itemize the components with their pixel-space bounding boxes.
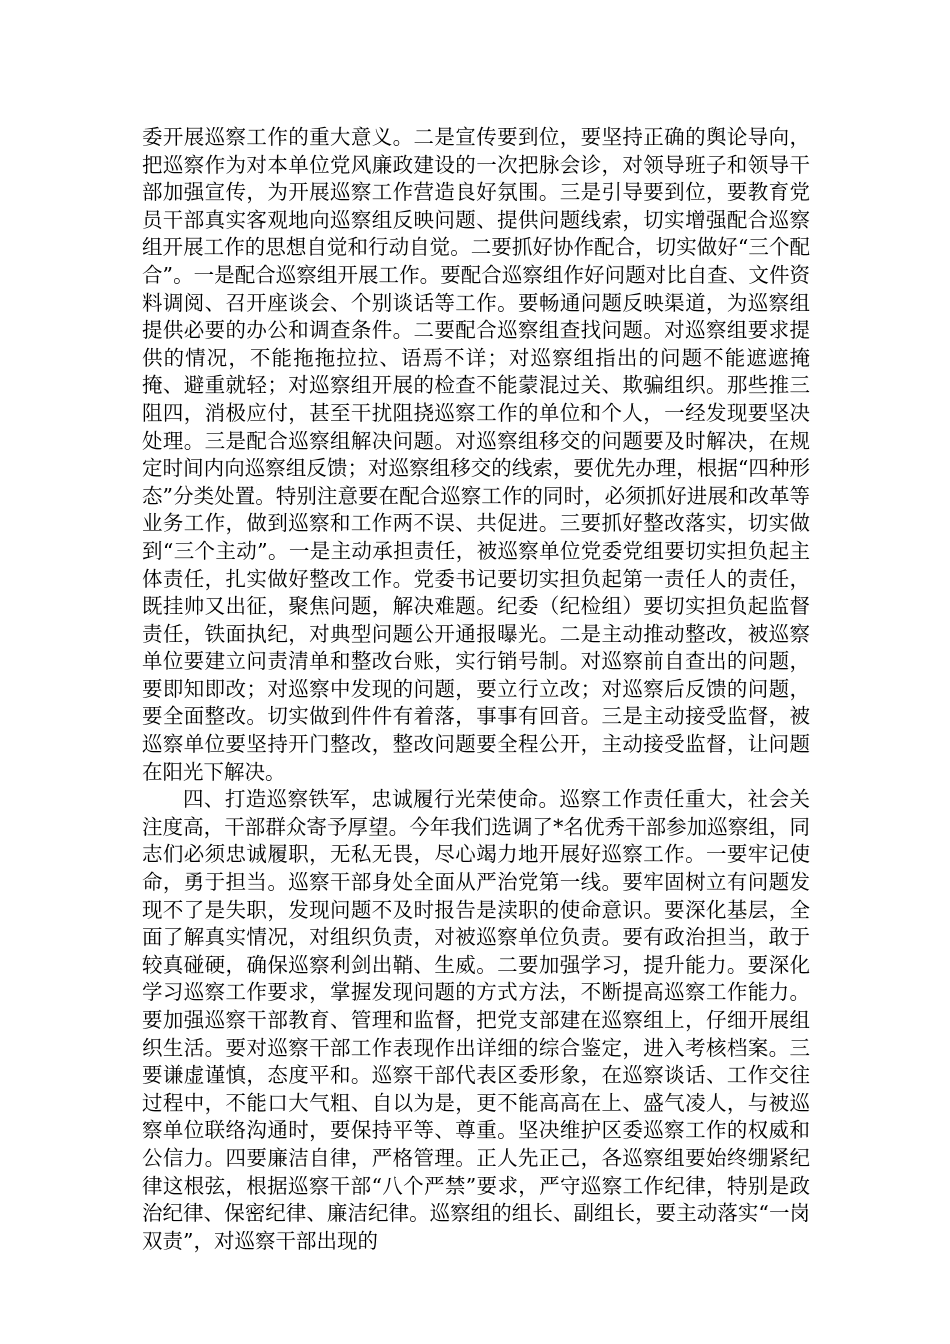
body-text <box>142 124 810 1255</box>
paragraph-continued: 委开展巡察工作的重大意义。二是宣传要到位，要坚持正确的舆论导向，把巡察作为对本单位党风廉政建设的一次把脉会诊，对领导班子和领导干部加强宣传，为开展巡察工作营造良好氛围。三是引导要到位，要教育党员干部真实客观地向巡察组反映问题、提供问题线索，切实增强配合巡察组开展工作的思想自觉和行动自觉。二要抓好协作配合，切实做好“三个配合”。一是配合巡察组开展工作。要配合巡察组作好问题对比自查、文件资料调阅、召开座谈会、个别谈话等工作。要畅通问题反映渠道，为巡察组提供必要的办公和调查条件。二要配合巡察组查找问题。对巡察组要求提供的情况，不能拖拖拉拉、语焉不详；对巡察组指出的问题不能遮遮掩掩、避重就轻；对巡察组开展的检查不能蒙混过关、欺骗组织。那些推三阻四，消极应付，甚至干扰阻挠巡察工作的单位和个人，一经发现要坚决处理。三是配合巡察组解决问题。对巡察组移交的问题要及时解决，在规定时间内向巡察组反馈；对巡察组移交的线索，要优先办理，根据“四种形态”分类处置。特别注意要在配合巡察工作的同时，必须抓好进展和改革等业务工作，做到巡察和工作两不误、共促进。三要抓好整改落实，切实做到“三个主动”。一是主动承担责任，被巡察单位党委党组要切实担负起主体责任，扎实做好整改工作。党委书记要切实担负起第一责任人的责任，既挂帅又出征，聚焦问题，解决难题。纪委（纪检组）要切实担负起监督责任，铁面执纪，对典型问题公开通报曝光。二是主动推动整改，被巡察单位要建立问责清单和整改台账，实行销号制。对巡察前自查出的问题，要即知即改；对巡察中发现的问题，要立行立改；对巡察后反馈的问题，要全面整改。切实做到件件有着落，事事有回音。三是主动接受监督，被巡察单位要坚持开门整改，整改问题要全程公开，主动接受监督，让问题在阳光下解决。 <box>142 125 810 784</box>
paragraph-section-four: 四、打造巡察铁军，忠诚履行光荣使命。巡察工作责任重大，社会关注度高，干部群众寄予厚望。今年我们选调了*名优秀干部参加巡察组，同志们必须忠诚履职，无私无畏，尽心竭力地开展好巡察工作。一要牢记使命，勇于担当。巡察干部身处全面从严治党第一线。要牢固树立有问题发现不了是失职，发现问题不及时报告是渎职的使命意识。要深化基层，全面了解真实情况，对组织负责，对被巡察单位负责。要有政治担当，敢于较真碰硬，确保巡察利剑出鞘、生威。二要加强学习，提升能力。要深化学习巡察工作要求，掌握发现问题的方式方法，不断提高巡察工作能力。要加强巡察干部教育、管理和监督，把党支部建在巡察组上，仔细开展组织生活。要对巡察干部工作表现作出详细的综合鉴定，进入考核档案。三要谦虚谨慎，态度平和。巡察干部代表区委形象，在巡察谈话、工作交往过程中，不能口大气粗、自以为是，更不能高高在上、盛气凌人，与被巡察单位联络沟通时，要保持平等、尊重。坚决维护区委巡察工作的权威和公信力。四要廉洁自律，严格管理。正人先正己，各巡察组要始终绷紧纪律这根弦，根据巡察干部“八个严禁”要求，严守巡察工作纪律，特别是政治纪律、保密纪律、廉洁纪律。巡察组的组长、副组长，要主动落实“一岗双责”，对巡察干部出现的 <box>142 787 810 1253</box>
